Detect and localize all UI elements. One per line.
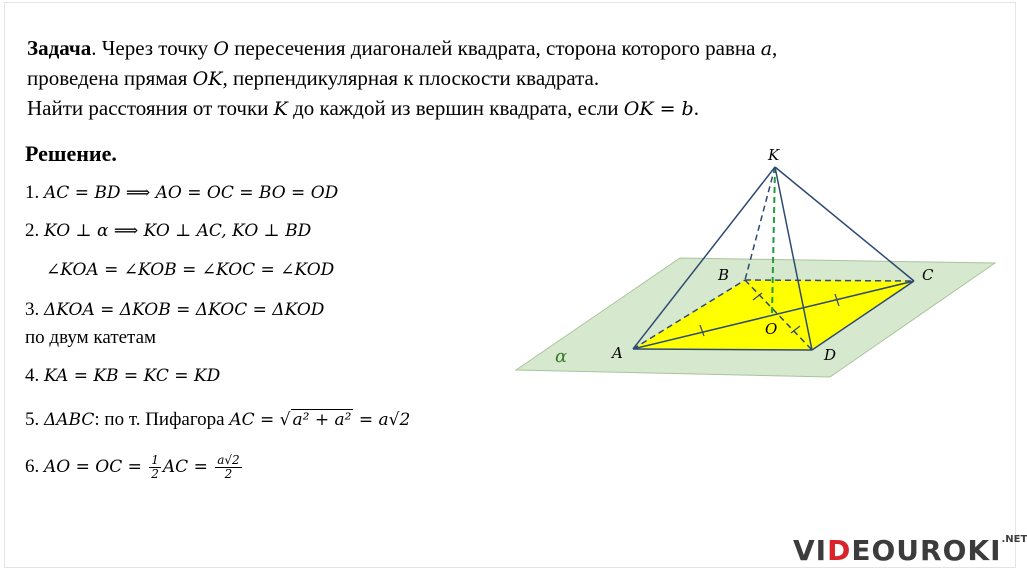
- fraction-a-root2-over-2: $\frac{a√2}{2}$: [217, 453, 240, 481]
- label-c: C: [922, 266, 934, 284]
- fraction-one-half: $\frac{1}{2}$: [151, 453, 159, 481]
- point-o: O: [213, 38, 229, 60]
- step-2-angles: ∠KOA = ∠KOB = ∠KOC = ∠KOD: [46, 260, 335, 280]
- pyramid-figure: [505, 140, 1005, 380]
- label-alpha: α: [555, 346, 568, 367]
- solution-heading: Решение.: [25, 141, 117, 166]
- point-k: K: [273, 98, 288, 120]
- side-a: a: [760, 38, 773, 60]
- step-5: 5. ΔABC: по т. Пифагора AC = √ a² + a² = a√2: [25, 409, 411, 430]
- videouroki-logo: $VIDEOUROKI^{.NET}$: [793, 534, 1027, 567]
- step-6: 6. AO = OC = $\frac{1}{2}$ AC = $\frac{a√2}{2}$: [25, 453, 240, 481]
- edge-bc: [745, 280, 914, 281]
- task-statement: Задача. Через точку O пересечения диагоналей квадрата, сторона которого равна a, проведена прямая OK, перпендикулярная к плоскости квадрата. Найти расстояния от точки K до каждой из вершин квадрата, если OK = b.: [27, 36, 778, 120]
- step-2: 2. KO ⊥ α ⟹ KO ⊥ AC, KO ⊥ BD: [25, 220, 312, 241]
- label-a: A: [612, 344, 623, 362]
- label-o: O: [765, 320, 778, 338]
- label-k: K: [768, 146, 780, 164]
- edge-ad: [633, 349, 812, 350]
- step-1: 1. AC = BD ⟹ AO = OC = BO = OD: [25, 182, 339, 203]
- label-d: D: [824, 346, 837, 364]
- ok-equals-b: OK = b: [623, 98, 694, 120]
- step-4: 4. KA = KB = KC = KD: [25, 365, 221, 386]
- line-ok: OK: [192, 68, 223, 90]
- step-3-reason: по двум катетам: [25, 327, 157, 348]
- task-label: Задача: [27, 36, 92, 60]
- step-3: 3. ΔKOA = ΔKOB = ΔKOC = ΔKOD: [25, 299, 325, 320]
- label-b: B: [718, 266, 730, 284]
